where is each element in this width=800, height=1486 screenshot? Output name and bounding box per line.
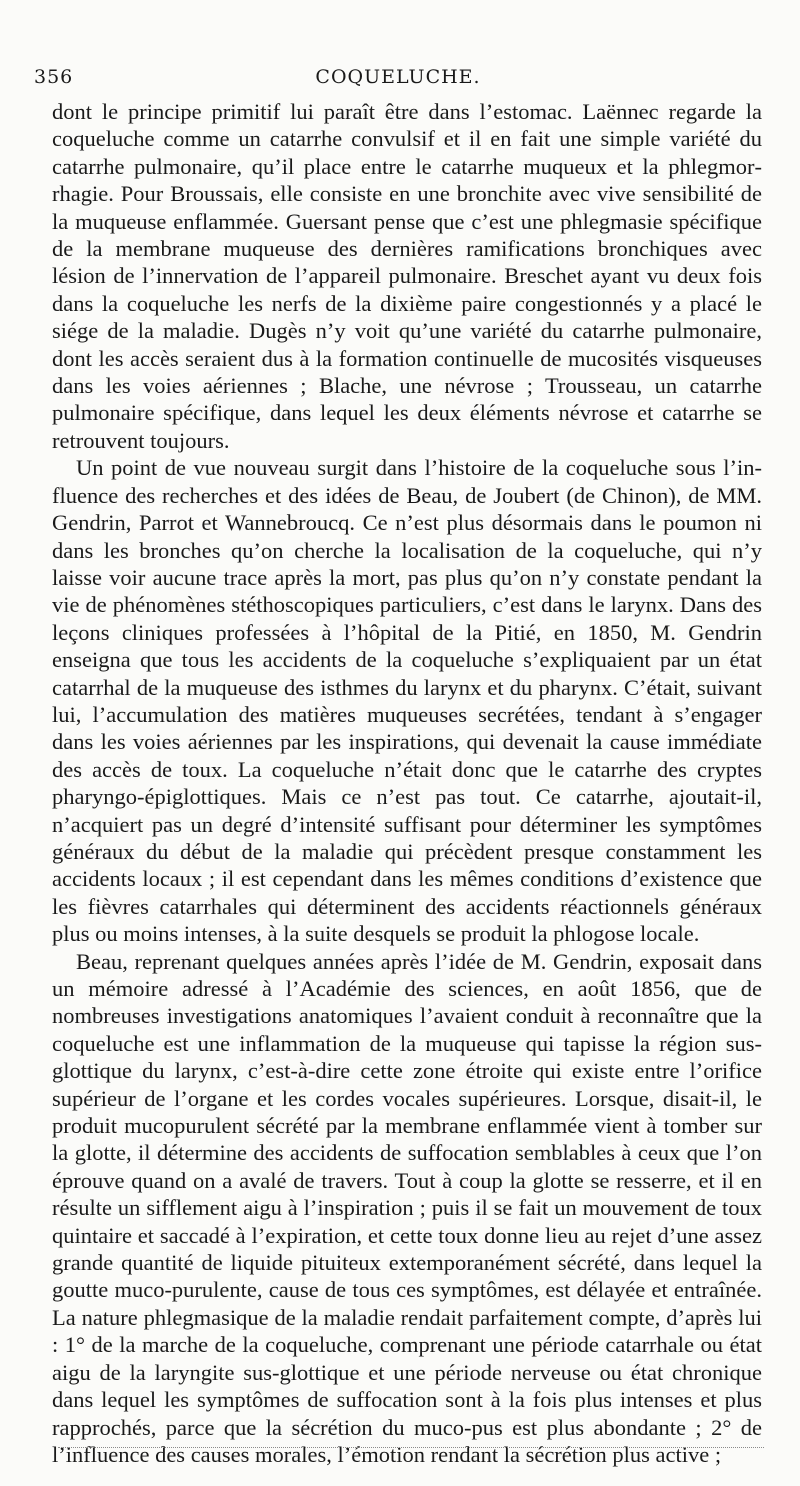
paragraph-continuation: dont le principe primitif lui paraît être dans l’estomac. Laënnec regarde la coqueluche comme un catarrhe convulsif et il en fait une simple variété du catarrhe pulmonaire, qu’il place entre le catarrhe muqueux et la phlegmorrhagie. Pour Broussais, elle consiste en une bronchite avec vive sensibilité de la muqueuse enflammée. Guersant pense que c’est une phlegmasie spécifique de la membrane muqueuse des dernières ramifications bronchiques avec lésion de l’innervation de l’appareil pulmonaire. Breschet ayant vu deux fois dans la coqueluche les nerfs de la dixième paire congestionnés y a placé le siége de la maladie. Dugès n’y voit qu’une variété du catarrhe pulmonaire, dont les accès seraient dus à la formation continuelle de mucosités visqueuses dans les voies aériennes ; Blache, une névrose ; Trousseau, un catarrhe pulmonaire spécifique, dans lequel les deux éléments névrose et catarrhe se retrouvent toujours. xyxy=(52,99,762,453)
paragraph-beau: Beau, reprenant quelques années après l’idée de M. Gendrin, exposait dans un mémoire adressé à l’Académie des sciences, en août 1856, que de nombreuses investigations anatomiques l’avaient conduit à reconnaître que la coqueluche est une inflammation de la muqueuse qui tapisse la région sus-glottique du larynx, c’est-à-dire cette zone étroite qui existe entre l’orifice supérieur de l’organe et les cordes vocales supérieures. Lorsque, disait-il, le produit mucopurulent sécrété par la membrane enflammée vient à tomber sur la glotte, il détermine des accidents de suffocation semblables à ceux que l’on éprouve quand on a avalé de travers. Tout à coup la glotte se resserre, et il en résulte un sifflement aigu à l’inspiration ; puis il se fait un mouvement de toux quintaire et saccadé à l’expiration, et cette toux donne lieu au rejet d’une assez grande quantité de liquide pituiteux extemporanément sécrété, dans lequel la goutte muco-purulente, cause de tous ces symptômes, est délayée et entraînée. La nature phlegmasique de la maladie rendait parfaitement compte, d’après lui : 1° de la marche de la coqueluche, comprenant une période catarrhale ou état aigu de la laryngite sus-glottique et une période nerveuse ou état chronique dans lequel les symptômes de suffocation sont à la fois plus intenses et plus rapprochés, parce que la sécrétion du muco-pus est plus abondante ; 2° de l’influence des causes morales, l’émotion rendant la sécrétion plus active ; xyxy=(52,948,762,1467)
page-number: 356 xyxy=(34,66,74,88)
footer-dotted-rule xyxy=(58,1447,764,1448)
running-head xyxy=(34,66,762,92)
paragraph-gendrin: Un point de vue nouveau surgit dans l’histoire de la coqueluche sous l’influence des recherches et des idées de Beau, de Joubert (de Chinon), de MM. Gendrin, Parrot et Wannebroucq. Ce n’est plus désormais dans le poumon ni dans les bronches qu’on cherche la localisation de la coqueluche, qui n’y laisse voir aucune trace après la mort, pas plus qu’on n’y constate pendant la vie de phénomènes stéthoscopiques particuliers, c’est dans le larynx. Dans des leçons cliniques professées à l’hôpital de la Pitié, en 1850, M. Gendrin enseigna que tous les accidents de la coqueluche s’expliquaient par un état catarrhal de la muqueuse des isthmes du larynx et du pharynx. C’était, suivant lui, l’accumulation des matières muqueuses secrétées, tendant à s’engager dans les voies aériennes par les inspirations, qui devenait la cause immédiate des accès de toux. La coqueluche n’était donc que le catarrhe des cryptes pharyngo-épiglottiques. Mais ce n’est pas tout. Ce catarrhe, ajoutait-il, n’acquiert pas un degré d’intensité suffisant pour déterminer les symptômes généraux du début de la maladie qui précèdent presque constamment les accidents locaux ; il est cependant dans les mêmes conditions d’existence que les fièvres catarrhales qui déterminent des accidents réactionnels généraux plus ou moins intenses, à la suite desquels se produit la phlogose locale. xyxy=(52,455,762,947)
running-title: COQUELUCHE. xyxy=(315,66,481,88)
body-text xyxy=(52,98,762,1468)
